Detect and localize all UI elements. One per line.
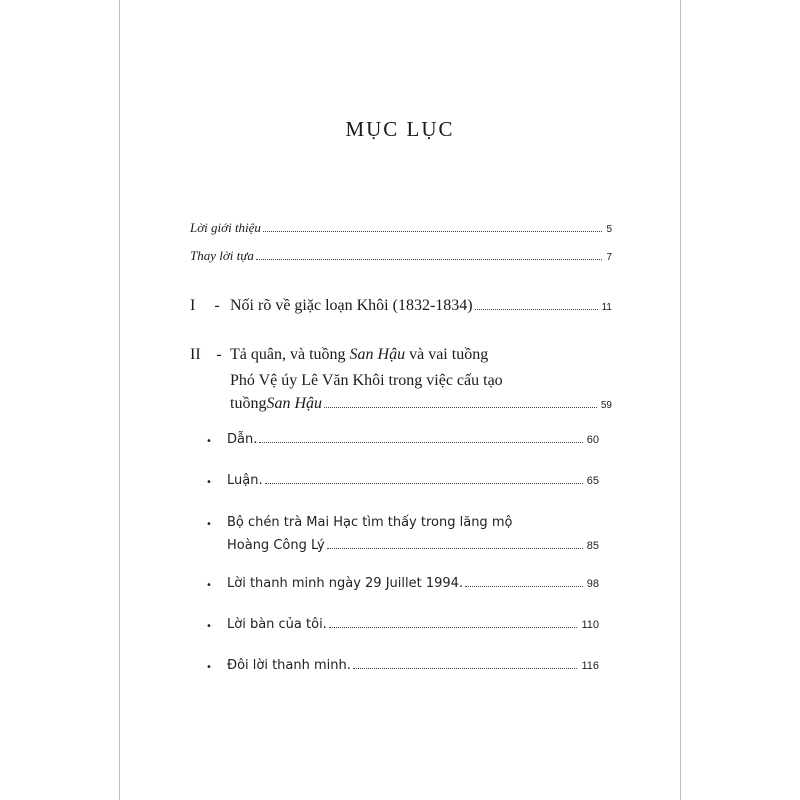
toc-chapter-1[interactable] — [190, 297, 612, 315]
dot-leader — [465, 586, 583, 587]
toc-entry-label: Dẫn. — [227, 432, 258, 447]
chapter-title: Nối rõ về giặc loạn Khôi (1832-1834) — [230, 297, 473, 314]
dot-leader — [353, 668, 578, 669]
bullet-icon: • — [206, 519, 212, 530]
toc-section-loi-thanh-minh-1994[interactable] — [227, 576, 599, 591]
toc-section-bo-chen-tra-line-2[interactable] — [227, 538, 599, 553]
chapter-number: I — [190, 297, 196, 314]
toc-entry-thay-loi-tua[interactable] — [190, 248, 612, 264]
chapter-title-part: và vai tuồng — [405, 346, 489, 363]
toc-entry-label: Đôi lời thanh minh. — [227, 658, 351, 673]
bullet-icon: • — [206, 662, 212, 673]
toc-entry-label: Hoàng Công Lý — [227, 538, 325, 553]
toc-section-loi-ban[interactable] — [227, 617, 599, 632]
toc-page-number: 5 — [606, 224, 612, 235]
toc-section-doi-loi-thanh-minh[interactable] — [227, 658, 599, 673]
toc-entry-label: Thay lời tựa — [190, 248, 254, 263]
toc-page-number: 65 — [586, 475, 599, 487]
dot-leader — [256, 259, 603, 260]
toc-section-luan[interactable] — [227, 473, 599, 488]
bullet-icon: • — [206, 436, 212, 447]
page-title: MỤC LỤC — [345, 117, 455, 141]
book-page — [119, 0, 681, 800]
toc-page-number: 85 — [586, 540, 599, 552]
dot-leader — [475, 309, 598, 310]
dot-leader — [265, 483, 583, 484]
toc-page-number: 60 — [586, 434, 599, 446]
toc-page-number: 11 — [601, 302, 612, 313]
dot-leader — [327, 548, 583, 549]
toc-section-bo-chen-tra-line-1[interactable]: Bộ chén trà Mai Hạc tìm thấy trong lăng mộ — [227, 515, 513, 530]
chapter-title-part: Tả quân, và tuồng — [230, 346, 350, 363]
toc-chapter-2-line-2: Phó Vệ úy Lê Văn Khôi trong việc cấu tạo — [230, 372, 503, 389]
chapter-title-part: tuồng — [230, 395, 267, 412]
chapter-number: II — [190, 346, 201, 363]
chapter-title-italic: San Hậu — [266, 395, 323, 412]
toc-entry-loi-gioi-thieu[interactable] — [190, 220, 612, 236]
dot-leader — [259, 442, 582, 443]
toc-entry-label: Lời giới thiệu — [190, 220, 261, 235]
toc-page-number: 116 — [581, 660, 599, 672]
bullet-icon: • — [206, 580, 212, 591]
chapter-title-italic: San Hậu — [349, 346, 406, 363]
toc-page-number: 110 — [581, 619, 599, 631]
toc-page-number: 98 — [586, 578, 599, 590]
toc-entry-label: Lời thanh minh ngày 29 Juillet 1994. — [227, 576, 464, 591]
chapter-dash: - — [214, 297, 220, 314]
toc-section-dan[interactable] — [227, 432, 599, 447]
bullet-icon: • — [206, 477, 212, 488]
chapter-dash: - — [216, 346, 222, 363]
toc-page-number: 59 — [600, 400, 612, 411]
bullet-icon: • — [206, 621, 212, 632]
toc-entry-label: Luận. — [227, 473, 263, 488]
toc-entry-label: Lời bàn của tôi. — [227, 617, 327, 632]
dot-leader — [263, 231, 603, 232]
toc-chapter-2-line-1[interactable] — [190, 346, 488, 364]
toc-chapter-2-line-3[interactable] — [230, 395, 612, 413]
dot-leader — [324, 407, 597, 408]
toc-page-number: 7 — [606, 252, 612, 263]
dot-leader — [329, 627, 578, 628]
